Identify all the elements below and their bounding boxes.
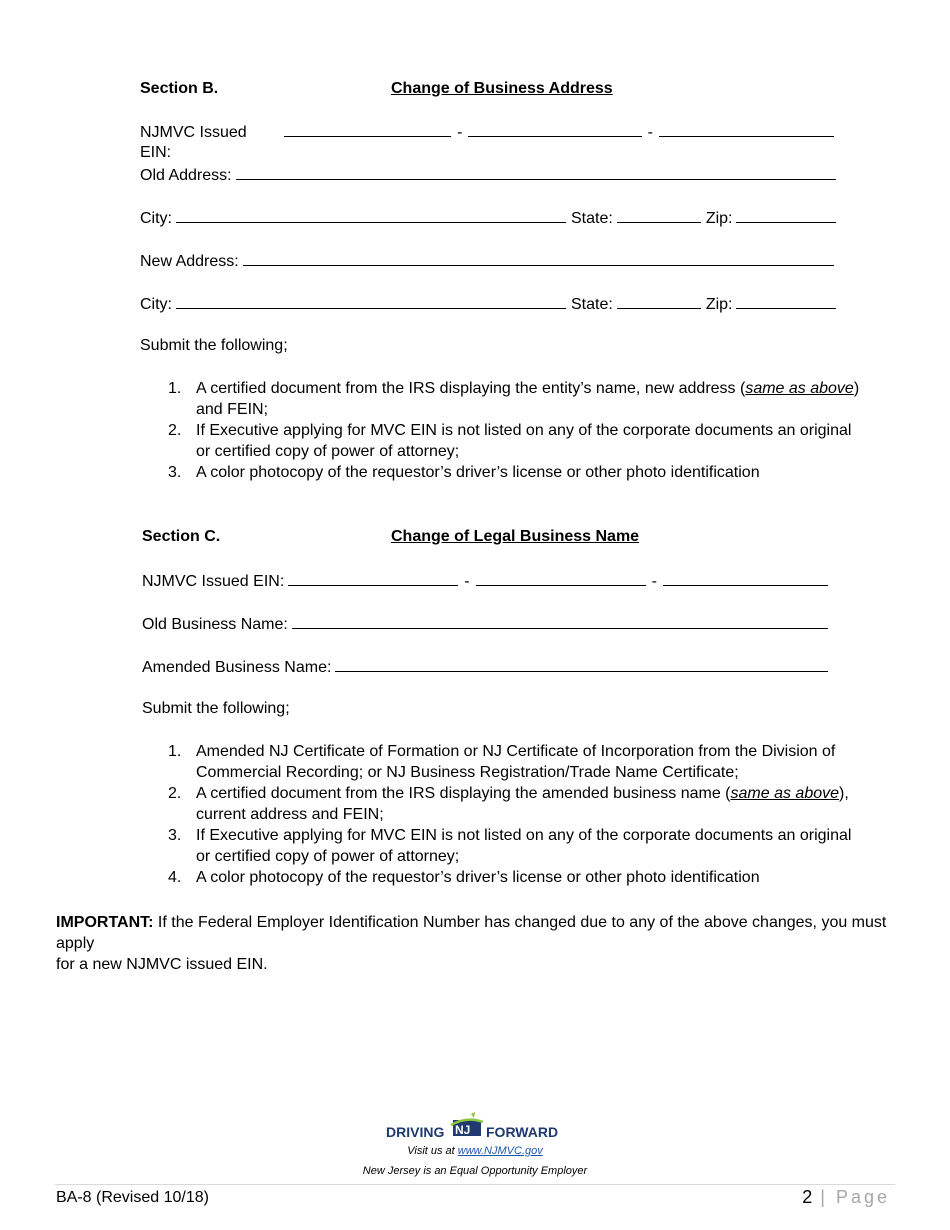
new-address-field[interactable] — [243, 250, 834, 266]
new-city-row — [140, 293, 836, 315]
ein-field-part-2[interactable] — [468, 121, 641, 137]
logo-text-mid: NJ — [455, 1123, 471, 1137]
new-zip-field[interactable] — [736, 293, 836, 309]
section-b-submit-label: Submit the following; — [140, 337, 288, 354]
section-c-submit-label: Submit the following; — [142, 700, 290, 717]
njmvc-website-link[interactable]: www.NJMVC.gov — [457, 1145, 543, 1157]
old-zip-field[interactable] — [736, 207, 836, 223]
ein-label: NJMVC Issued EIN: — [142, 573, 285, 590]
section-c-title: Change of Legal Business Name — [391, 528, 640, 545]
driving-nj-forward-logo — [385, 1112, 565, 1142]
logo-leaf — [471, 1112, 475, 1118]
ein-field-part-2[interactable] — [476, 570, 646, 586]
list-item: 2. A certified document from the IRS displaying the amended business name (same as above), current address and FEIN; — [168, 785, 849, 823]
state-label: State: — [571, 210, 613, 227]
section-b-requirements-list — [140, 378, 860, 483]
section-b-title: Change of Business Address — [391, 80, 613, 97]
ein-field-part-3[interactable] — [659, 121, 834, 137]
important-note: IMPORTANT: If the Federal Employer Identification Number has changed due to any of the above changes, you must apply for a new NJMVC issued EIN. — [56, 914, 887, 973]
form-id: BA-8 (Revised 10/18) — [56, 1189, 209, 1206]
old-state-field[interactable] — [617, 207, 701, 223]
section-b-ein-row: NJMVC Issued EIN: - - — [140, 121, 834, 163]
section-c-ein-row: NJMVC Issued EIN: - - — [142, 570, 828, 592]
list-item: 2. If Executive applying for MVC EIN is not listed on any of the corporate documents an original or certified copy of power of attorney; — [168, 422, 852, 460]
list-item: 1. A certified document from the IRS displaying the entity’s name, new address (same as above) and FEIN; — [168, 380, 860, 418]
section-c-requirements-list — [140, 741, 860, 888]
old-business-name-label: Old Business Name: — [142, 616, 288, 633]
amended-business-name-row — [142, 656, 828, 678]
ein-field-part-1[interactable] — [288, 570, 458, 586]
ein-field-part-1[interactable] — [284, 121, 451, 137]
equal-opportunity-statement: New Jersey is an Equal Opportunity Employer — [362, 1165, 588, 1177]
state-label: State: — [571, 296, 613, 313]
important-label: IMPORTANT: — [56, 914, 154, 931]
visit-line: Visit us at www.NJMVC.gov — [407, 1145, 543, 1157]
amended-business-name-field[interactable] — [335, 656, 828, 672]
city-label: City: — [140, 210, 172, 227]
new-state-field[interactable] — [617, 293, 701, 309]
zip-label: Zip: — [705, 296, 733, 313]
zip-label: Zip: — [705, 210, 733, 227]
old-address-field[interactable] — [236, 164, 836, 180]
list-item: 3. A color photocopy of the requestor’s driver’s license or other photo identification — [168, 464, 760, 481]
old-business-name-row — [142, 613, 828, 635]
section-c-label: Section C. — [142, 528, 221, 545]
old-business-name-field[interactable] — [292, 613, 828, 629]
city-label: City: — [140, 296, 172, 313]
new-city-field[interactable] — [176, 293, 566, 309]
old-city-field[interactable] — [176, 207, 566, 223]
footer-divider — [55, 1184, 895, 1185]
list-item: 3. If Executive applying for MVC EIN is not listed on any of the corporate documents an original or certified copy of power of attorney; — [168, 827, 852, 865]
page-number: 2 | Page — [802, 1187, 890, 1207]
new-address-label: New Address: — [140, 253, 239, 270]
ein-field-part-3[interactable] — [663, 570, 828, 586]
logo-graphic — [385, 1112, 565, 1142]
section-b-label: Section B. — [140, 80, 219, 97]
old-city-row — [140, 207, 836, 229]
list-item: 4. A color photocopy of the requestor’s driver’s license or other photo identification — [168, 869, 760, 886]
logo-text-left: DRIVING — [386, 1124, 445, 1140]
new-address-row — [140, 250, 834, 272]
old-address-row — [140, 164, 836, 186]
old-address-label: Old Address: — [140, 167, 232, 184]
amended-business-name-label: Amended Business Name: — [142, 659, 332, 676]
ein-label: NJMVC Issued EIN: — [140, 124, 247, 161]
logo-text-right: FORWARD — [486, 1124, 559, 1140]
list-item: 1. Amended NJ Certificate of Formation or NJ Certificate of Incorporation from the Division of Commercial Recording; or NJ Business Registration/Trade Name Certificate; — [168, 743, 836, 781]
